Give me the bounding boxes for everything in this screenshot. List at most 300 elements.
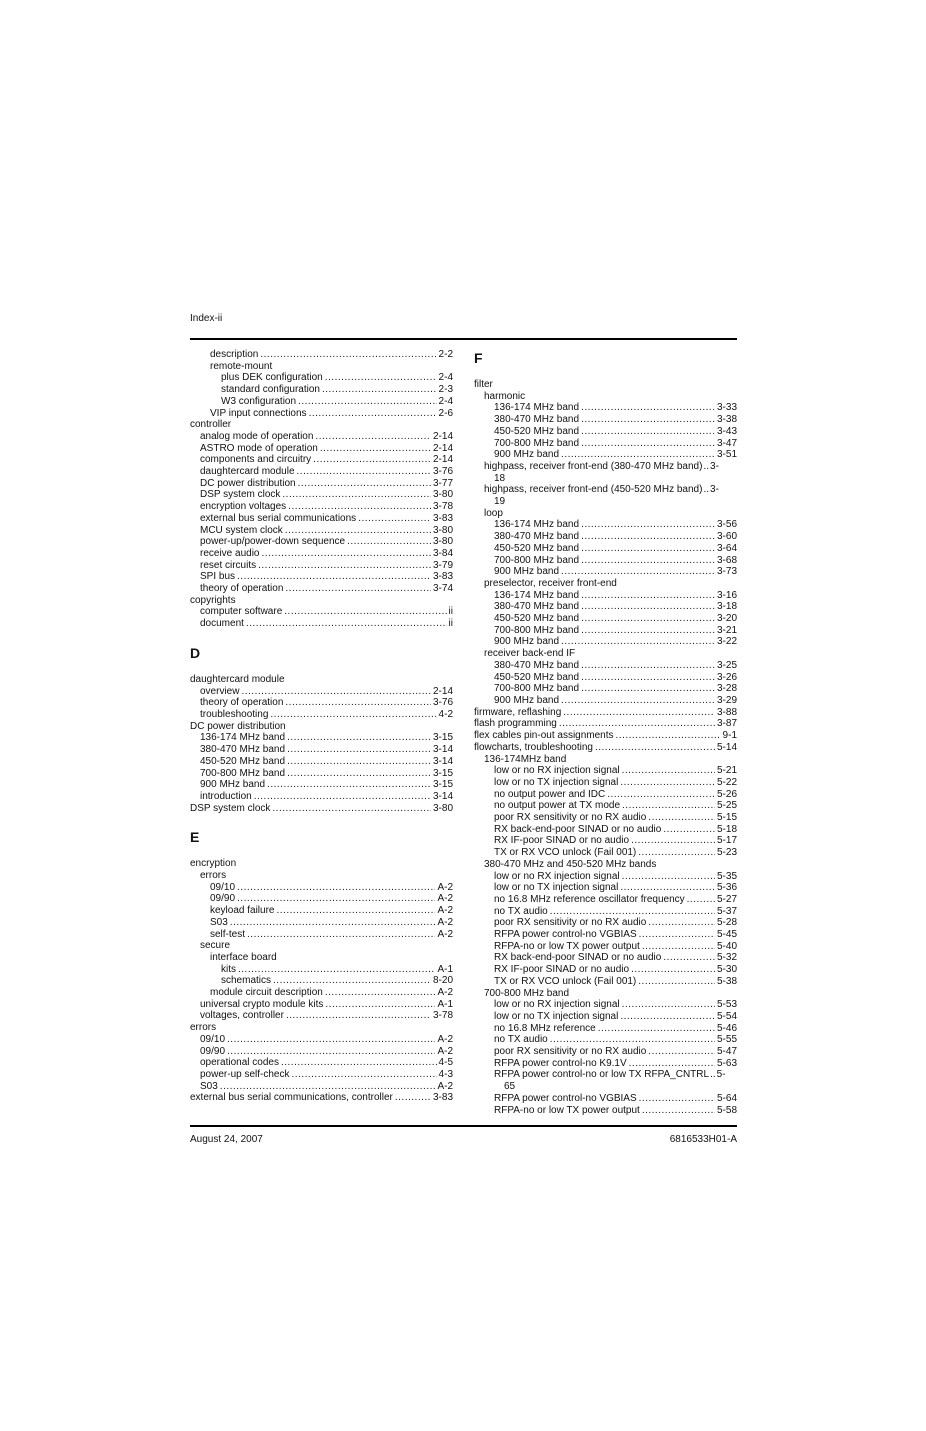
index-entry [190,975,453,987]
index-entry-term: 136-174 MHz band [494,589,580,601]
index-entry [190,431,453,443]
index-entry-term: computer software [200,606,283,618]
index-entry-page: 3-26 [716,671,737,683]
dot-leader [247,929,435,941]
index-entry-page: 5-27 [716,893,737,905]
index-entry-page: 2-14 [432,430,453,442]
index-entry-page: 5-64 [716,1092,737,1104]
footer-date: August 24, 2007 [190,1134,263,1145]
index-entry-term: 700-800 MHz band [494,554,580,566]
dot-leader [298,396,437,408]
index-entry-page: 3-15 [432,779,453,791]
dot-leader [561,636,715,648]
index-entry [474,1023,737,1035]
index-entry-page: 3-56 [716,519,737,531]
index-entry [474,566,737,578]
index-entry [474,1046,737,1058]
index-entry [474,976,737,988]
index-entry-page: 3-76 [432,466,453,478]
index-entry [474,379,737,391]
index-entry-term: no 16.8 MHz reference [494,1022,596,1034]
index-entry-term: self-test [210,928,246,940]
index-entry-page: 3-43 [716,425,737,437]
index-entry-page: 3-38 [716,414,737,426]
index-entry-term: 136-174 MHz band [200,732,286,744]
index-entry-page: 5-63 [716,1057,737,1069]
index-entry [190,595,453,607]
index-entry [474,449,737,461]
dot-leader [642,1105,715,1117]
index-entry [190,372,453,384]
index-entry [190,1034,453,1046]
dot-leader [282,489,431,501]
index-entry-term: receiver back-end IF [484,648,576,660]
index-entry-term: 700-800 MHz band [200,767,286,779]
index-entry-term: components and circuitry [200,454,312,466]
index-entry-term: 380-470 MHz band [494,531,580,543]
dot-leader [639,929,715,941]
index-entry-page: 3-88 [716,706,737,718]
dot-leader [581,426,715,438]
index-entry-page: 3- [710,484,719,496]
index-entry-term: overview [200,685,240,697]
index-entry-page: 3-83 [432,571,453,583]
index-entry-page: A-2 [437,1045,453,1057]
index-entry-term: flowcharts, troubleshooting [474,741,593,753]
dot-leader [561,449,715,461]
index-entry-term: secure [200,940,231,952]
index-entry [190,940,453,952]
dot-leader [297,466,431,478]
index-entry [190,779,453,791]
index-entry [474,426,737,438]
dot-leader [648,1046,715,1058]
index-entry-term: 700-800 MHz band [494,683,580,695]
dot-leader: .. [710,1069,716,1081]
index-entry [190,536,453,548]
index-entry [474,695,737,707]
index-entry [474,730,737,742]
index-entry [190,893,453,905]
index-entry [190,349,453,361]
dot-leader [581,625,715,637]
index-entry-term: no TX audio [494,905,548,917]
index-entry-page: 4-5 [438,1057,453,1069]
index-entry-page: 3- [710,460,719,472]
dot-leader [622,800,715,812]
index-entry [190,709,453,721]
index-entry [190,1057,453,1069]
index-entry-page: 3-64 [716,542,737,554]
dot-leader [237,571,431,583]
index-entry-page: A-2 [437,928,453,940]
index-entry-page: 3-14 [432,790,453,802]
index-entry-page: 5-38 [716,975,737,987]
dot-leader [315,431,431,443]
dot-leader [622,765,715,777]
index-entry-page: 3-74 [432,583,453,595]
dot-leader [285,583,431,595]
dot-leader [581,414,715,426]
dot-leader [598,1023,715,1035]
index-entry [474,917,737,929]
index-entry-page: 3-25 [716,659,737,671]
dot-leader [287,744,431,756]
dot-leader [260,349,436,361]
index-entry [474,461,737,484]
dot-leader [550,1034,715,1046]
index-entry-page: 3-68 [716,554,737,566]
index-entry-term: highpass, receiver front-end (450-520 MHz band) [484,484,703,496]
index-entry-term: no output power at TX mode [494,800,621,812]
index-entry-term: 450-520 MHz band [494,671,580,683]
index-entry-term: DSP system clock [200,489,281,501]
index-entry-term: firmware, reflashing [474,706,562,718]
index-entry-page: 3-60 [716,531,737,543]
index-entry-page: 8-20 [432,975,453,987]
index-entry-page: 3-20 [716,613,737,625]
index-entry [190,858,453,870]
dot-leader [272,803,431,815]
index-entry-term: daughtercard module [200,466,295,478]
index-entry-term: DC power distribution [200,477,296,489]
index-entry-page: 5-40 [716,940,737,952]
index-entry-term: 900 MHz band [200,779,266,791]
index-entry-term: encryption voltages [200,501,287,513]
index-entry [474,414,737,426]
index-entry-page: A-2 [437,916,453,928]
index-entry [474,519,737,531]
index-right-column [474,349,737,1116]
index-entry [190,870,453,882]
index-entry-term: universal crypto module kits [200,998,324,1010]
index-entry [474,824,737,836]
index-entry-page: A-2 [437,905,453,917]
index-entry [190,466,453,478]
index-entry [474,707,737,719]
dot-leader [581,660,715,672]
index-entry-term: DSP system clock [190,802,271,814]
dot-leader: .. [703,484,710,496]
index-entry-term: RFPA power control-no or low TX RFPA_CNTRL [494,1069,710,1081]
index-entry [474,800,737,812]
index-entry [190,686,453,698]
index-entry-term: 136-174 MHz band [494,519,580,531]
index-entry [190,513,453,525]
dot-leader [607,789,715,801]
index-entry [474,1058,737,1070]
index-entry-term: 09/10 [200,1033,226,1045]
dot-leader [220,1081,436,1093]
index-entry-page: 3-29 [716,694,737,706]
index-entry-term: low or no TX injection signal [494,776,619,788]
index-entry-page: 5-26 [716,788,737,800]
index-entry-term: 136-174MHz band [484,753,567,765]
dot-leader [581,438,715,450]
index-entry [474,625,737,637]
index-entry-page: 5-53 [716,999,737,1011]
index-entry [474,988,737,1000]
index-entry-page: 2-3 [438,384,453,396]
index-entry-page: 3-77 [432,477,453,489]
index-entry-page: 3-22 [716,636,737,648]
index-entry-page: 5-58 [716,1104,737,1116]
index-entry-term: ASTRO mode of operation [200,442,318,454]
index-entry-term: TX or RX VCO unlock (Fail 001) [494,847,637,859]
index-entry-term: loop [484,507,503,519]
index-entry-page-continuation: 19 [494,496,506,508]
dot-leader [287,768,431,780]
index-entry-term: module circuit description [210,987,323,999]
index-entry [190,548,453,560]
index-entry [474,871,737,883]
index-entry [190,768,453,780]
dot-leader [273,975,431,987]
index-entry [190,1092,453,1104]
index-entry-page: 3-76 [432,697,453,709]
index-entry [190,454,453,466]
dot-leader [325,987,436,999]
index-entry-term: errors [190,1022,217,1034]
dot-leader [581,402,715,414]
dot-leader [291,1069,436,1081]
dot-leader [559,718,715,730]
index-entry-term: troubleshooting [200,708,269,720]
index-entry [474,835,737,847]
dot-leader [270,709,436,721]
index-entry-page: A-2 [437,1080,453,1092]
dot-leader [284,606,446,618]
index-entry-page: 3-15 [432,732,453,744]
index-entry-page: 3-18 [716,601,737,613]
index-entry [190,1046,453,1058]
dot-leader [639,1093,715,1105]
index-entry [190,583,453,595]
dot-leader [241,686,431,698]
index-entry-term: 450-520 MHz band [494,542,580,554]
dot-leader [261,548,431,560]
index-entry [190,478,453,490]
index-entry-term: document [200,618,244,630]
index-entry [474,578,737,590]
index-entry [474,660,737,672]
index-entry-page: 3-15 [432,767,453,779]
index-entry-term: keyload failure [210,905,275,917]
index-entry-page: 5-45 [716,929,737,941]
dot-leader [254,791,431,803]
index-entry-term: low or no RX injection signal [494,870,620,882]
dot-leader [563,707,715,719]
index-entry-page: 3-80 [432,802,453,814]
dot-leader [288,501,431,513]
dot-leader [347,536,431,548]
index-entry-term: S03 [200,1080,218,1092]
index-entry-term: flash programming [474,718,557,730]
dot-leader [325,999,435,1011]
index-entry [474,508,737,520]
dot-leader [309,408,437,420]
dot-leader [620,777,715,789]
index-entry-term: copyrights [190,594,236,606]
index-entry [474,555,737,567]
index-entry [474,601,737,613]
index-entry-page: 3-79 [432,559,453,571]
index-entry-page: 3-16 [716,589,737,601]
index-entry-page: 5-15 [716,812,737,824]
index-entry-page: 5-32 [716,952,737,964]
dot-leader [581,613,715,625]
dot-leader [620,882,715,894]
index-entry-page: 5-18 [716,823,737,835]
dot-leader [687,894,715,906]
index-entry-term: flex cables pin-out assignments [474,730,614,742]
index-entry-page: 5- [716,1069,726,1081]
index-entry [190,525,453,537]
index-entry-term: 900 MHz band [494,449,560,461]
dot-leader [227,1034,435,1046]
dot-leader [620,1011,715,1023]
index-entry [474,812,737,824]
index-entry-page: 5-30 [716,964,737,976]
index-entry [190,361,453,373]
dot-leader [629,1058,715,1070]
index-entry [190,999,453,1011]
index-entry-page: 2-14 [432,454,453,466]
index-entry [474,765,737,777]
index-entry-term: 380-470 MHz band [200,744,286,756]
index-entry-term: 700-800 MHz band [494,437,580,449]
dot-leader [276,905,435,917]
index-entry-page: 3-47 [716,437,737,449]
index-entry [474,941,737,953]
dot-leader [285,525,431,537]
dot-leader [638,976,715,988]
index-entry-term: no output power and IDC [494,788,606,800]
index-entry [474,777,737,789]
index-entry [190,964,453,976]
index-entry-term: theory of operation [200,697,284,709]
index-entry [190,732,453,744]
index-entry [190,396,453,408]
dot-leader [237,882,435,894]
index-entry [474,531,737,543]
index-entry-page: 3-78 [432,1010,453,1022]
index-entry-page: 4-3 [438,1068,453,1080]
dot-leader [285,697,431,709]
index-entry [190,384,453,396]
index-entry-page: A-1 [437,998,453,1010]
index-entry-term: 380-470 MHz and 450-520 MHz bands [484,858,657,870]
index-entry-term: poor RX sensitivity or no RX audio [494,1046,647,1058]
index-entry [474,1093,737,1105]
index-entry-page-continuation: 18 [494,472,506,484]
index-entry [474,543,737,555]
dot-leader [595,742,715,754]
index-entry [190,571,453,583]
index-entry-term: 900 MHz band [494,566,560,578]
index-entry-term: RFPA power control-no K9.1V [494,1057,627,1069]
index-entry [190,443,453,455]
index-entry-page: 2-14 [432,685,453,697]
dot-leader [246,618,447,630]
index-entry-term: operational codes [200,1057,279,1069]
dot-leader [227,1046,435,1058]
index-entry [190,618,453,630]
index-entry [474,613,737,625]
index-entry-term: theory of operation [200,583,284,595]
index-entry-term: preselector, receiver front-end [484,577,617,589]
index-entry-term: description [210,349,259,360]
dot-leader [550,906,715,918]
dot-leader [238,964,435,976]
index-entry-term: poor RX sensitivity or no RX audio [494,812,647,824]
index-entry-page: 5-55 [716,1034,737,1046]
index-entry-term: RFPA-no or low TX power output [494,940,640,952]
index-entry-page: 3-80 [432,536,453,548]
index-entry-term: external bus serial communications [200,512,357,524]
index-entry-page: 3-78 [432,501,453,513]
index-entry [190,501,453,513]
index-entry [474,882,737,894]
index-entry-term: low or no TX injection signal [494,1010,619,1022]
index-entry [474,648,737,660]
index-entry-term: daughtercard module [190,673,285,685]
index-entry-term: 380-470 MHz band [494,659,580,671]
index-entry-term: 900 MHz band [494,636,560,648]
index-entry-page: 5-37 [716,905,737,917]
index-entry-term: low or no RX injection signal [494,999,620,1011]
index-entry-page-continuation: 65 [504,1081,516,1093]
dot-leader [622,999,715,1011]
dot-leader [395,1092,431,1104]
index-entry-page: 5-46 [716,1022,737,1034]
index-entry-page: 2-4 [438,372,453,384]
index-entry [474,894,737,906]
index-entry [474,391,737,403]
index-entry-term: RFPA-no or low TX power output [494,1104,640,1116]
dot-leader: .. [703,460,710,472]
index-entry-term: voltages, controller [200,1010,284,1022]
index-entry-page: 3-80 [432,489,453,501]
dot-leader [258,560,431,572]
dot-leader [581,543,715,555]
index-entry [474,906,737,918]
index-entry [190,791,453,803]
index-entry-term: receive audio [200,547,260,559]
index-entry [474,438,737,450]
dot-leader [581,590,715,602]
index-entry-page: 5-36 [716,882,737,894]
index-entry-page: 5-35 [716,870,737,882]
index-entry-term: TX or RX VCO unlock (Fail 001) [494,975,637,987]
index-entry-term: 450-520 MHz band [494,613,580,625]
dot-leader [581,531,715,543]
dot-leader [631,835,715,847]
index-entry-page: 5-25 [716,800,737,812]
index-entry-term: 900 MHz band [494,694,560,706]
index-entry-term: 136-174 MHz band [494,402,580,414]
index-entry-term: RX back-end-poor SINAD or no audio [494,823,662,835]
index-entry [474,999,737,1011]
index-entry-page: 3-87 [716,718,737,730]
index-entry-page: 3-73 [716,566,737,578]
index-entry [474,672,737,684]
index-entry-term: analog mode of operation [200,430,314,442]
index-entry-term: highpass, receiver front-end (380-470 MHz band) [484,460,703,472]
index-entry [474,1069,737,1092]
index-entry [190,756,453,768]
index-entry [474,964,737,976]
